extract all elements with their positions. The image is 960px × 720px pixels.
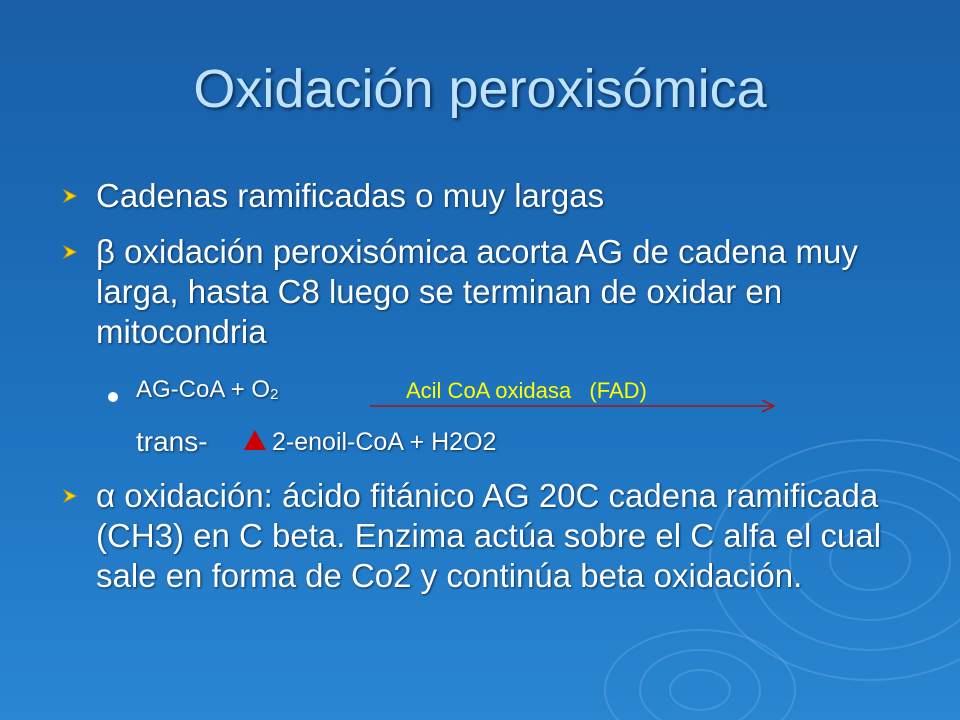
- reactant-subscript: 2: [270, 386, 279, 403]
- product-text: 2-enoil-CoA + H2O2: [272, 428, 497, 456]
- alpha-symbol: α: [96, 477, 116, 514]
- bullet-2: [62, 232, 920, 352]
- delta-triangle-icon: [242, 428, 268, 452]
- bullet-2-text: [96, 232, 920, 352]
- page-title: Oxidación peroxisómica: [193, 59, 767, 119]
- bullet-1-text: Cadenas ramificadas o muy largas: [96, 177, 605, 214]
- reaction-reactant: [136, 376, 278, 404]
- bullet-3: [62, 476, 920, 596]
- bullet-arrow-icon: [62, 188, 78, 204]
- enzyme-label: Acil CoA oxidasa (FAD): [406, 378, 647, 403]
- bullet-2-body: oxidación peroxisómica acorta AG de cadena muy larga, hasta C8 luego se terminan de oxidar en mitocondria: [96, 233, 858, 350]
- reaction-arrow-icon: [370, 396, 780, 416]
- reactant-text: AG-CoA + O: [136, 376, 271, 403]
- bullet-1: [62, 176, 920, 216]
- beta-symbol: β: [96, 233, 115, 270]
- sub-bullet-dot-icon: [108, 392, 118, 402]
- bullet-arrow-icon: [62, 244, 78, 260]
- product-prefix: trans-: [136, 426, 208, 457]
- bullet-arrow-icon: [62, 488, 78, 504]
- bullet-3-text: [96, 476, 920, 596]
- bullet-3-body: oxidación: ácido fitánico AG 20C cadena ramificada (CH3) en C beta. Enzima actúa sobre el C alfa el cual sale en forma de Co2 y continúa beta oxidación.: [96, 477, 882, 594]
